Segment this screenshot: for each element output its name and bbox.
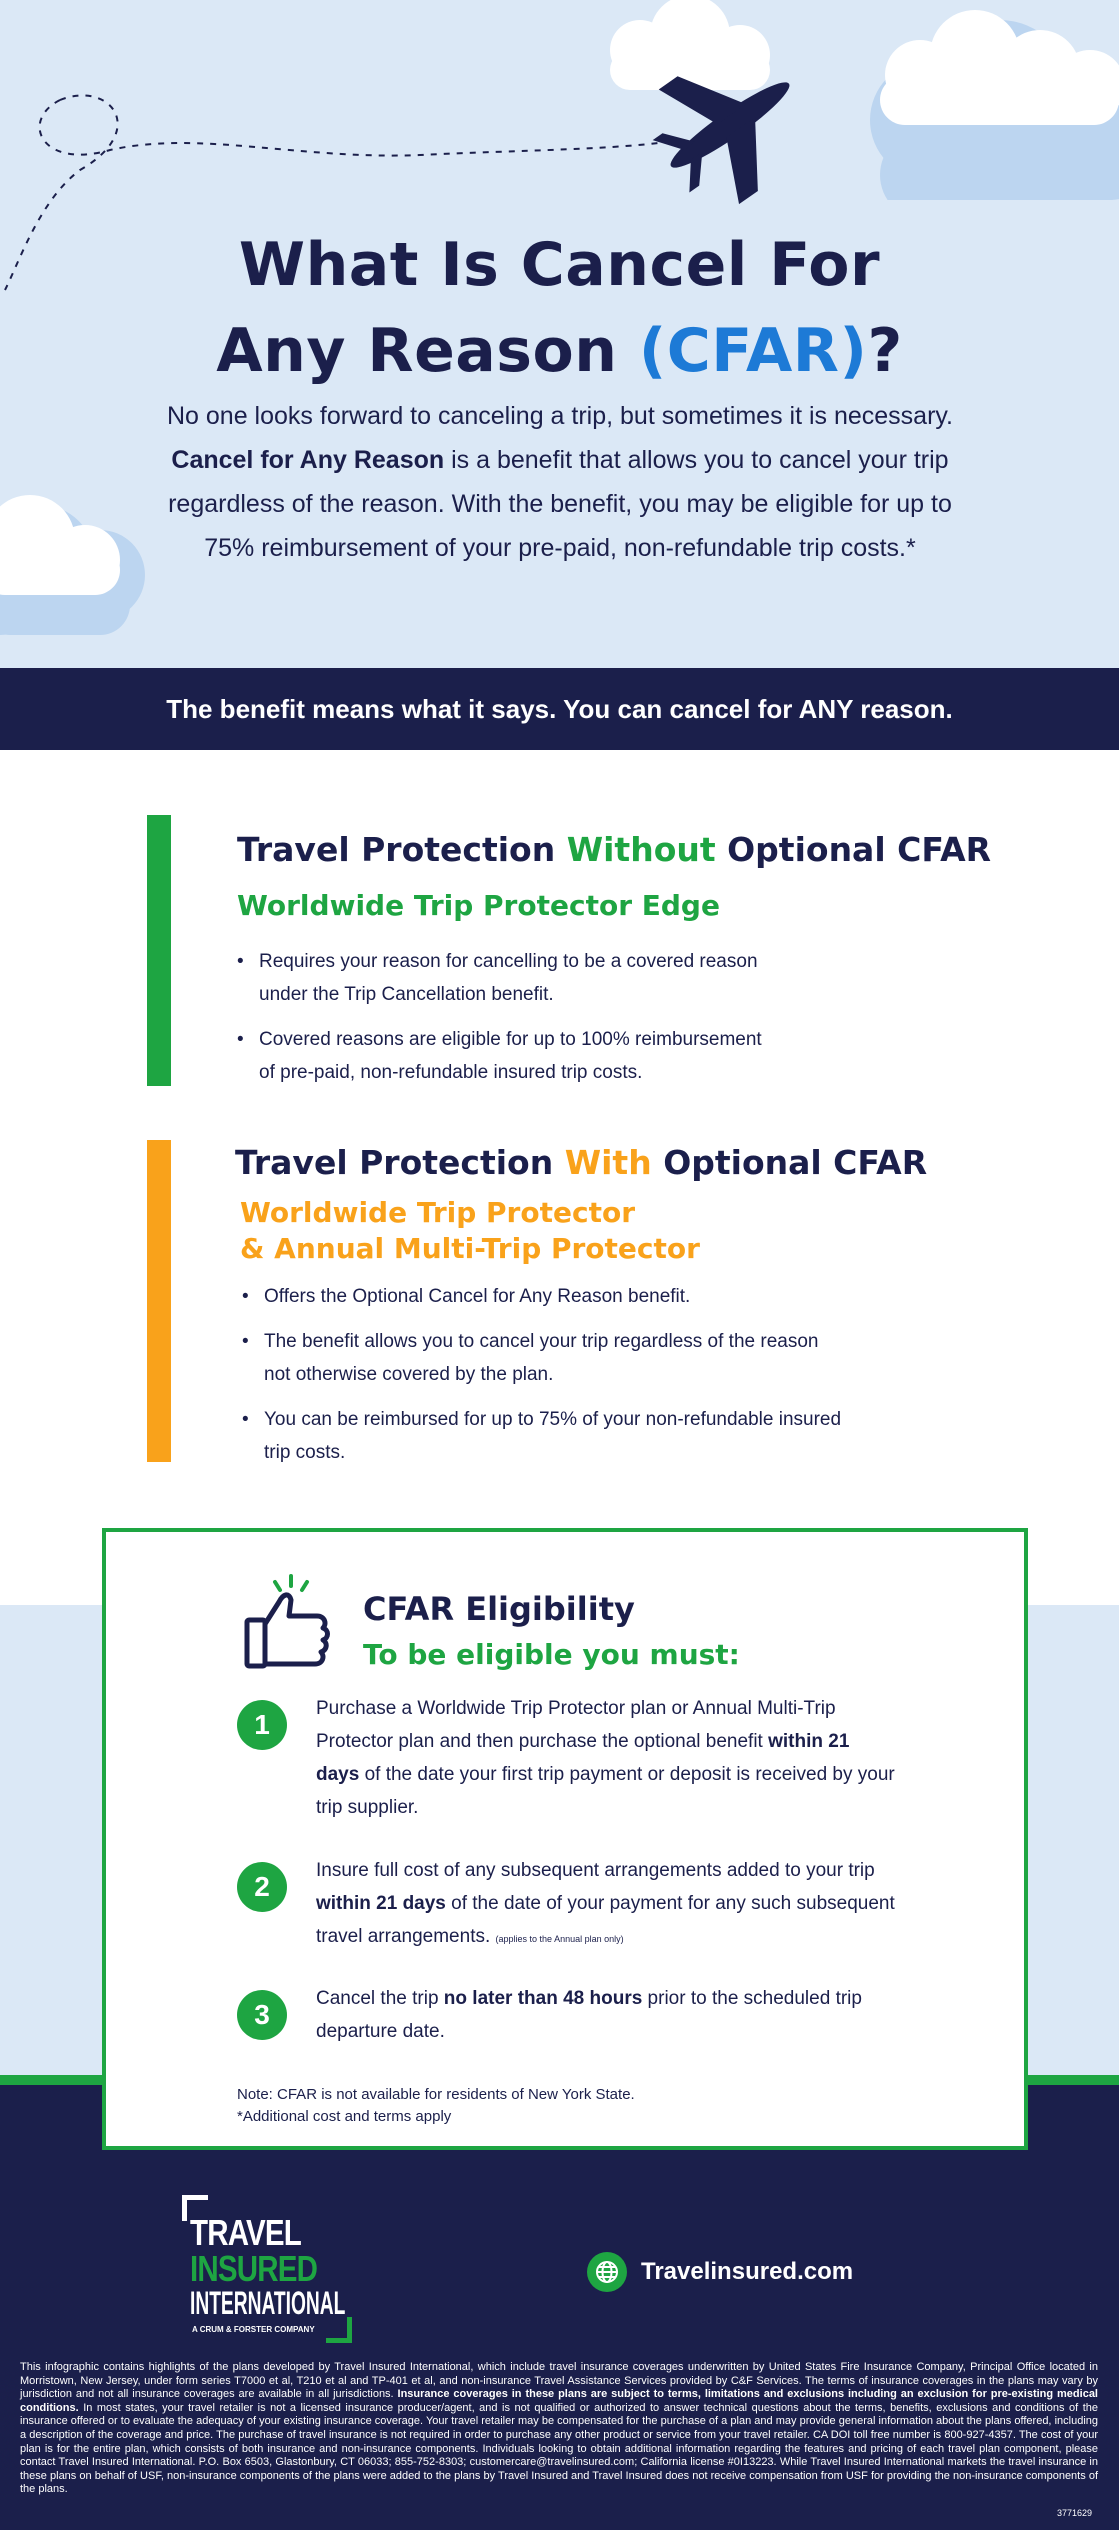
step-pre: Cancel the trip [316,1988,444,2009]
flight-path [40,100,680,156]
title-post: Optional CFAR [651,1143,928,1182]
website-link[interactable] [587,2252,853,2292]
step-bold: within 21 days [316,1731,850,1785]
list-item: • Covered reasons are eligible for up to 100% reimbursement of pre-paid, non-refundable insured trip costs. [237,1023,777,1089]
with-cfar-subtitle: Worldwide Trip Protector & Annual Multi-Trip Protector [240,1196,700,1265]
step-bold: within 21 days [316,1893,446,1914]
title-pre: Travel Protection [237,830,567,869]
cloud-top-left [610,0,770,90]
globe-icon [587,2252,627,2292]
eligibility-box [102,1528,1028,2150]
green-accent-bar [147,815,171,1086]
logo-tagline: A CRUM & FORSTER COMPANY [192,2325,315,2334]
step-number-1: 1 [237,1700,287,1750]
step-post: of the date of your payment for any such subsequent travel arrangements. [316,1893,895,1947]
title-accent: (CFAR) [638,316,868,386]
step-pre: Purchase a Worldwide Trip Protector plan or Annual Multi-Trip Protector plan and then purchase the optional benefit [316,1698,836,1752]
cloud-top-right [880,10,1119,125]
document-code: 3771629 [1056,2508,1092,2518]
list-item: • The benefit allows you to cancel your trip regardless of the reason not otherwise covered by the plan. [242,1325,842,1391]
thumbs-up-icon [243,1572,333,1672]
benefit-banner [0,668,1119,750]
disclaimer-part-2: In most states, your travel retailer is not a licensed insurance producer/agent, and is not qualified or authorized to answer technical questions about the terms, benefits, exclusions and conditions of the insurance offered or to evaluate the adequacy of your existing insurance coverage. Your travel retailer may be compensated for the purchase of a plan and may provide general information about the plans offered, including a description of the coverage and price. The purchase of travel insurance is not required in order to purchase any other product or service from your travel retailer. CA DOI toll free number is 800-927-4357. The cost of your plan is for the entire plan, which consists of both insurance and non-insurance components. Individuals looking to obtain additional information regarding the features and pricing of each travel plan component, please contact Travel Insured International. P.O. Box 6503, Glastonbury, CT 06033; 855-752-8303; customercare@travelinsured.com; California license #0I13223. While Travel Insured International markets the travel insurance in these plans on behalf of USF, non-insurance components of the plans were added to the plans by Travel Insured and Travel Insured does not receive compensation from USF for providing the non-insurance components of the plans. [20,2401,1098,2496]
without-cfar-section [0,815,1119,1115]
note-additional-cost: *Additional cost and terms apply [237,2108,452,2125]
step-bold: no later than 48 hours [443,1988,643,2009]
step-post: of the date your first trip payment or deposit is received by your trip supplier. [316,1764,895,1818]
disclaimer-bold: Insurance coverages in these plans are subject to terms, limitations and exclusions including an exclusion for pre-existing medical conditions. [20,2388,1098,2414]
website-url[interactable]: Travelinsured.com [641,2258,854,2285]
list-item: • Offers the Optional Cancel for Any Reason benefit. [242,1280,842,1313]
hero-section [0,0,1119,668]
note-new-york: Note: CFAR is not available for residents of New York State. [237,2086,635,2103]
step-pre: Insure full cost of any subsequent arrangements added to your trip [316,1860,875,1881]
eligibility-title: CFAR Eligibility [363,1590,635,1628]
title-line-2 [0,308,1119,394]
logo-corner-bottom [326,2317,352,2343]
logo-line-2: INSURED [190,2248,318,2289]
step-number-2: 2 [237,1862,287,1912]
legal-disclaimer [20,2361,1098,2497]
title-accent-with: With [564,1143,652,1182]
with-cfar-title [235,1143,927,1182]
title-line-1: What Is Cancel For [238,230,881,300]
eligibility-notes [237,2084,635,2128]
intro-part-1: No one looks forward to canceling a trip, but sometimes it is necessary. [167,402,953,430]
step-post: prior to the scheduled trip departure date. [316,1988,862,2042]
logo-line-3: INTERNATIONAL [190,2285,346,2321]
list-item: • Requires your reason for cancelling to be a covered reason under the Trip Cancellation benefit. [237,945,777,1011]
step-number-3: 3 [237,1990,287,2040]
eligibility-subtitle: To be eligible you must: [363,1638,740,1671]
intro-part-2: is a benefit that allows you to cancel your trip regardless of the reason. With the benefit, you may be eligible for up to 75% reimbursement of your pre-paid, non-refundable trip costs.* [168,446,952,562]
title-pre: Travel Protection [235,1143,565,1182]
page-title [0,222,1119,394]
without-cfar-bullets [237,945,777,1101]
with-cfar-bullets [242,1280,842,1481]
title-suffix: ? [867,316,903,386]
intro-paragraph [140,394,980,570]
logo-line-1: TRAVEL [190,2212,301,2253]
list-item: • You can be reimbursed for up to 75% of your non-refundable insured trip costs. [242,1403,842,1469]
without-cfar-subtitle: Worldwide Trip Protector Edge [237,889,720,922]
title-post: Optional CFAR [715,830,992,869]
banner-text: The benefit means what it says. You can cancel for ANY reason. [166,693,953,724]
orange-accent-bar [147,1140,171,1462]
title-prefix: Any Reason [216,316,639,386]
cloud-left [0,495,145,635]
without-cfar-title [237,830,991,869]
travel-insured-logo [182,2195,352,2335]
title-accent-without: Without [566,830,716,869]
intro-bold: Cancel for Any Reason [171,446,445,474]
disclaimer-part-1: This infographic contains highlights of the plans developed by Travel Insured International, which include travel insurance coverages underwritten by United States Fire Insurance Company, Principal Office located in Morristown, New Jersey, under form series T7000 et al, T210 et al and TP-401 et al, and non-insurance Travel Assistance Services provided by C&F Services. The terms of insurance coverages in the plans may vary by jurisdiction and not all insurance coverages are available in all jurisdictions. [20,2361,1098,2401]
with-cfar-section [0,1140,1119,1470]
step-text-1 [316,1692,896,1824]
step-note: (applies to the Annual plan only) [495,1934,624,1944]
step-text-2 [316,1854,896,1956]
step-text-3 [316,1982,896,2048]
